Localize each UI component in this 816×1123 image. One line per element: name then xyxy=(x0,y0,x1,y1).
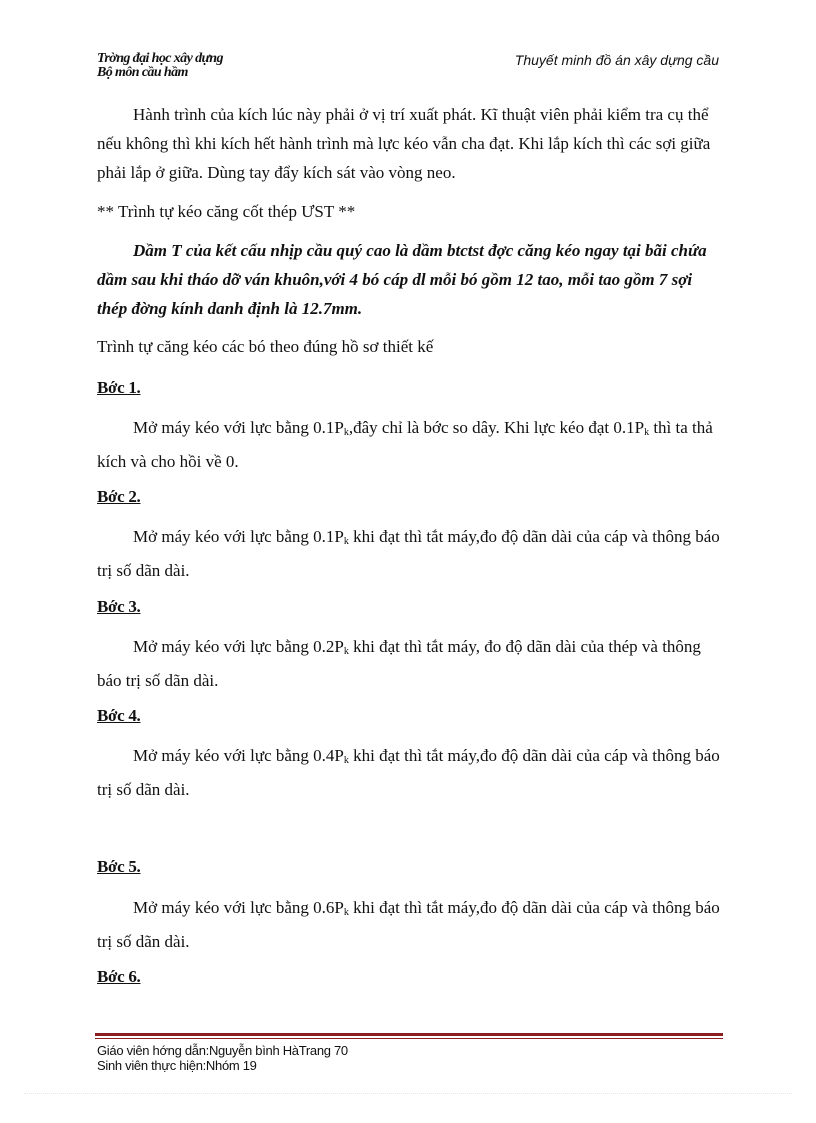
step-2-title: Bớc 2. xyxy=(97,487,141,506)
footer-instructor: Giáo viên hớng dẫn:Nguyễn bình HàTrang 70 xyxy=(97,1043,348,1058)
footer-rule-thin xyxy=(95,1038,723,1039)
footer-rule-thick xyxy=(95,1033,723,1036)
step-1-title: Bớc 1. xyxy=(97,378,141,397)
step-1-text: Mở máy kéo với lực bằng $0.1P_k,đây$ chỉ là bớc so dây. Khi lực kéo đạt $0.1P_k$ thì ta thả kích và cho hồi về 0. xyxy=(97,418,713,471)
step-3-title: Bớc 3. xyxy=(97,597,141,616)
sequence-title: ** Trình tự kéo căng cốt thép ƯST ** xyxy=(97,202,356,221)
intro-paragraph: Hành trình của kích lúc này phải ở vị trí xuất phát. Kĩ thuật viên phải kiểm tra cụ thể nếu không thì khi kích hết hành trình mà lực kéo vẫn cha đạt. Khi lắp kích thì các sợi giữa phải lắp ở giữa. Dùng tay đẩy kích sát vào vòng neo. xyxy=(97,105,711,182)
step-2-text: Mở máy kéo với lực bằng $0.1P_k$ khi đạt thì tắt máy,đo độ dãn dài của cáp và thông báo trị số dãn dài. xyxy=(97,527,720,580)
university-name: Trờng đại học xây dựng xyxy=(97,51,223,66)
step-4-title: Bớc 4. xyxy=(97,706,141,725)
department-name: Bộ môn cầu hầm xyxy=(97,65,188,80)
footer-students: Sinh viên thực hiện:Nhóm 19 xyxy=(97,1058,257,1073)
step-6-title: Bớc 6. xyxy=(97,967,141,986)
step-4-text: Mở máy kéo với lực bằng $0.4P_k$ khi đạt thì tắt máy,đo độ dãn dài của cáp và thông báo trị số dãn dài. xyxy=(97,746,720,799)
footer xyxy=(97,1043,348,1073)
page-bottom-divider xyxy=(24,1093,792,1094)
header-left xyxy=(97,52,223,80)
description-paragraph: Dầm T của kết cấu nhịp cầu quý cao là dầm btctst đợc căng kéo ngay tại bãi chứa dầm sau khi tháo dỡ ván khuôn,với 4 bó cáp dl mỗi bó gồm 12 tao, mỗi tao gồm 7 sợi thép đờng kính danh định là 12.7mm. xyxy=(97,241,707,318)
document-title: Thuyết minh đồ án xây dựng cầu xyxy=(514,52,719,68)
order-note: Trình tự căng kéo các bó theo đúng hồ sơ thiết kế xyxy=(97,337,434,356)
step-3-text: Mở máy kéo với lực bằng $0.2P_k$ khi đạt thì tắt máy, đo độ dãn dài của thép và thông báo trị số dãn dài. xyxy=(97,637,701,690)
step-5-title: Bớc 5. xyxy=(97,857,141,876)
step-5-text: Mở máy kéo với lực bằng $0.6P_k$ khi đạt thì tắt máy,đo độ dãn dài của cáp và thông báo trị số dãn dài. xyxy=(97,898,720,951)
